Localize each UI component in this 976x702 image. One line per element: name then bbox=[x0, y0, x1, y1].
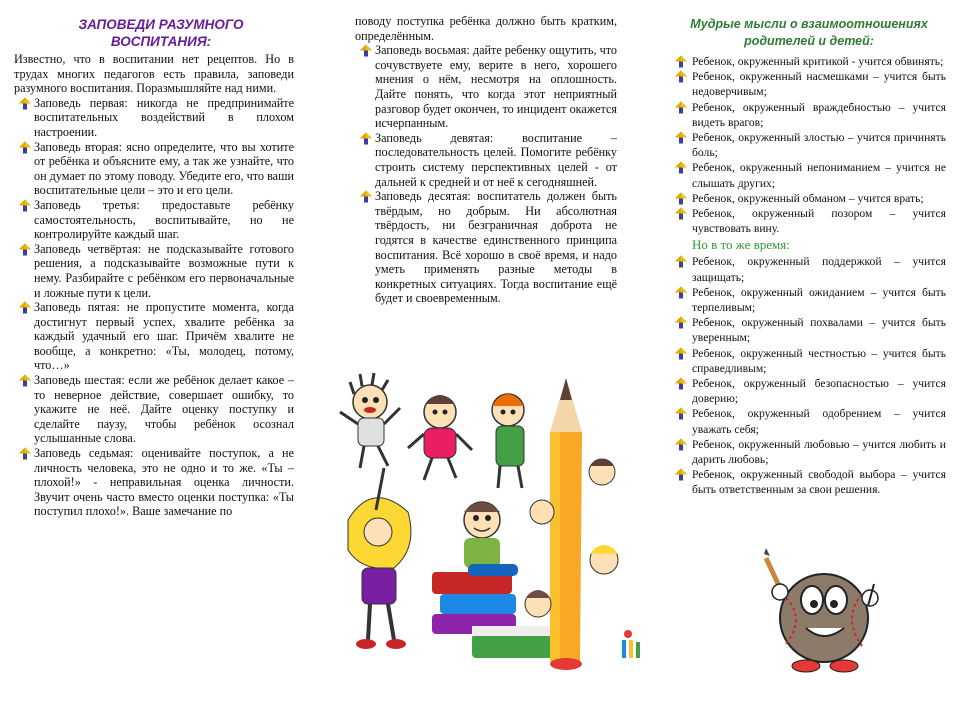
commandments-list bbox=[14, 96, 294, 519]
arrow-bullet-icon bbox=[19, 141, 31, 154]
intro-paragraph: Известно, что в воспитании нет рецептов. Но в трудах многих педагогов есть правила, заповеди разумного воспитания. Поразмышляйте над ними. bbox=[14, 52, 294, 96]
list-item bbox=[672, 254, 946, 284]
child-shirt bbox=[464, 538, 500, 568]
arrow-bullet-icon bbox=[675, 101, 687, 114]
list-item bbox=[14, 140, 294, 198]
arrow-bullet-icon bbox=[19, 243, 31, 256]
list-item-text: Ребенок, окруженный честностью – учится быть справедливым; bbox=[692, 346, 946, 375]
list-item-text: Ребенок, окруженный критикой - учится обвинять; bbox=[692, 55, 944, 68]
arrow-bullet-icon bbox=[675, 207, 687, 220]
arrow-bullet-icon bbox=[19, 447, 31, 460]
list-item bbox=[355, 43, 617, 131]
list-item-text: Заповедь вторая: ясно определите, что вы хотите от ребёнка и объясните ему, а так же узнайте, что он думает по этому поводу. Убедите его, что ваши воспитательные цели – это и его цели. bbox=[34, 139, 294, 198]
arrow-bullet-icon bbox=[675, 468, 687, 481]
arrow-bullet-icon bbox=[360, 44, 372, 57]
list-item bbox=[672, 206, 946, 236]
list-item-text: Ребенок, окруженный свободой выбора – учится быть ответственным за свои решения. bbox=[692, 468, 946, 497]
arrow-bullet-icon bbox=[675, 161, 687, 174]
book-blue bbox=[440, 594, 516, 614]
list-item-text: Заповедь первая: никогда не предпринимайте воспитательных воздействий в плохом настроении. bbox=[34, 95, 294, 139]
list-item bbox=[355, 189, 617, 306]
wise-thoughts-title: Мудрые мысли о взаимоотношениях родителей и детей: bbox=[690, 17, 928, 48]
list-item-text: Ребенок, окруженный одобрением – учится уважать себя; bbox=[692, 407, 946, 436]
list-item bbox=[672, 406, 946, 436]
arrow-bullet-icon bbox=[360, 132, 372, 145]
list-item-text: Заповедь седьмая: оценивайте поступок, а не личность человека, это не одно и то же. «Ты – плохой!» - неправильная оценка личности. Звучит очень часто вместо оценки поступка: «Ты поступил плохо!». Ваше замечание по bbox=[34, 446, 294, 519]
arrow-bullet-icon bbox=[675, 316, 687, 329]
list-item bbox=[672, 54, 946, 69]
list-item-text: Ребенок, окруженный враждебностью – учится видеть врагов; bbox=[692, 100, 946, 129]
list-item-text: Ребенок, окруженный обманом – учится врать; bbox=[692, 191, 924, 205]
list-item bbox=[14, 242, 294, 300]
list-item bbox=[14, 198, 294, 242]
arrow-bullet-icon bbox=[19, 301, 31, 314]
list-item-text: Заповедь четвёртая: не подсказывайте готового решения, а подсказывайте возможные пути к нему. Разбирайте с ребёнком его первоначальные и ложные пути к цели. bbox=[34, 241, 294, 300]
list-item bbox=[672, 285, 946, 315]
arrow-bullet-icon bbox=[19, 199, 31, 212]
list-item-text: Ребенок, окруженный любовью – учится любить и дарить любовь; bbox=[692, 437, 946, 467]
list-item-text: Ребенок, окруженный злостью – учится причинять боль; bbox=[692, 131, 946, 160]
but-at-same-time-heading: Но в то же время: bbox=[692, 237, 790, 253]
column-middle bbox=[355, 14, 617, 306]
book-green bbox=[472, 634, 562, 658]
list-item-text: Заповедь пятая: не пропустите момента, когда достигнут первый успех, хвалите ребёнка за каждый удачный его шаг. Причём хвалите не вообще, а конкретно: «Ты, молодец, потому, что…» bbox=[34, 300, 294, 373]
arrow-bullet-icon bbox=[675, 286, 687, 299]
wise-thoughts-list-positive bbox=[672, 254, 946, 497]
list-item-text: Ребенок, окруженный похвалами – учится быть уверенным; bbox=[692, 316, 946, 345]
commandments-title: ЗАПОВЕДИ РАЗУМНОГО ВОСПИТАНИЯ: bbox=[78, 17, 244, 49]
list-item bbox=[672, 467, 946, 497]
column-right bbox=[672, 16, 946, 498]
arrow-bullet-icon bbox=[675, 255, 687, 268]
list-item bbox=[672, 69, 946, 99]
arrow-bullet-icon bbox=[675, 70, 687, 83]
arrow-bullet-icon bbox=[675, 55, 687, 68]
list-item-text: Ребенок, окруженный насмешками – учится быть недоверчивым; bbox=[692, 70, 946, 99]
list-item-text: Ребенок, окруженный безопасностью – учится доверию; bbox=[692, 377, 946, 406]
list-item-text: Заповедь восьмая: дайте ребенку ощутить, что сочувствуете ему, верите в него, хорошего мнения о нём, несмотря на оплошность. Дайте понять, что когда этот неприятный разговор будет окончен, то инцидент окажется исчерпанным. bbox=[375, 43, 617, 131]
list-item bbox=[14, 373, 294, 446]
continuation-paragraph: поводу поступка ребёнка должно быть кратким, определённым. bbox=[355, 14, 617, 43]
arrow-bullet-icon bbox=[675, 407, 687, 420]
list-item-text: Ребенок, окруженный поддержкой – учится защищать; bbox=[692, 255, 946, 284]
arrow-bullet-icon bbox=[675, 192, 687, 205]
column-left bbox=[14, 16, 294, 519]
arrow-bullet-icon bbox=[675, 131, 687, 144]
list-item bbox=[355, 131, 617, 189]
commandments-list-continued bbox=[355, 43, 617, 306]
list-item bbox=[672, 346, 946, 376]
list-item bbox=[672, 130, 946, 160]
list-item bbox=[14, 446, 294, 519]
list-item-text: Заповедь шестая: если же ребёнок делает какое – то неверное действие, совершает ошибку, то укажите не неё. Дайте оценку поступку и сделайте паузу, чтобы ребёнок осознал услышанные слова. bbox=[34, 373, 294, 446]
list-item-text: Ребенок, окруженный ожиданием – учится быть терпеливым; bbox=[692, 285, 946, 315]
list-item bbox=[14, 300, 294, 373]
list-item bbox=[672, 437, 946, 467]
list-item-text: Заповедь девятая: воспитание – последовательность целей. Помогите ребёнку строить систему перспективных целей - от дальней к средней и от неё к сегодняшней. bbox=[375, 130, 617, 189]
arrow-bullet-icon bbox=[19, 374, 31, 387]
arrow-bullet-icon bbox=[675, 377, 687, 390]
arrow-bullet-icon bbox=[360, 190, 372, 203]
list-item bbox=[672, 160, 946, 190]
list-item bbox=[672, 100, 946, 130]
list-item bbox=[14, 96, 294, 140]
arrow-bullet-icon bbox=[675, 438, 687, 451]
list-item-text: Заповедь десятая: воспитатель должен быть твёрдым, но добрым. Ни абсолютная твёрдость, ни безграничная доброта не годятся в качестве единственного принципа воспитания. Всё хорошо в своё время, и надо уметь применять разные методы в конкретных ситуациях. Тогда воспитание ещё будет и своевременным. bbox=[375, 189, 617, 306]
list-item bbox=[672, 191, 946, 206]
small-logo-icon bbox=[622, 630, 640, 658]
arrow-bullet-icon bbox=[19, 97, 31, 110]
list-item bbox=[672, 315, 946, 345]
list-item-text: Ребенок, окруженный непониманием – учится не слышать других; bbox=[692, 161, 946, 190]
list-item-text: Заповедь третья: предоставьте ребёнку самостоятельность, воспитывайте, но не контролируйте каждый шаг. bbox=[34, 197, 294, 242]
arrow-bullet-icon bbox=[675, 347, 687, 360]
cartoon-baseball-with-pencil-illustration bbox=[756, 548, 888, 680]
list-item bbox=[672, 376, 946, 406]
list-item-text: Ребенок, окруженный позором – учится чувствовать вину. bbox=[692, 207, 946, 236]
wise-thoughts-list-negative bbox=[672, 54, 946, 236]
children-pencil-books-illustration bbox=[332, 372, 644, 684]
